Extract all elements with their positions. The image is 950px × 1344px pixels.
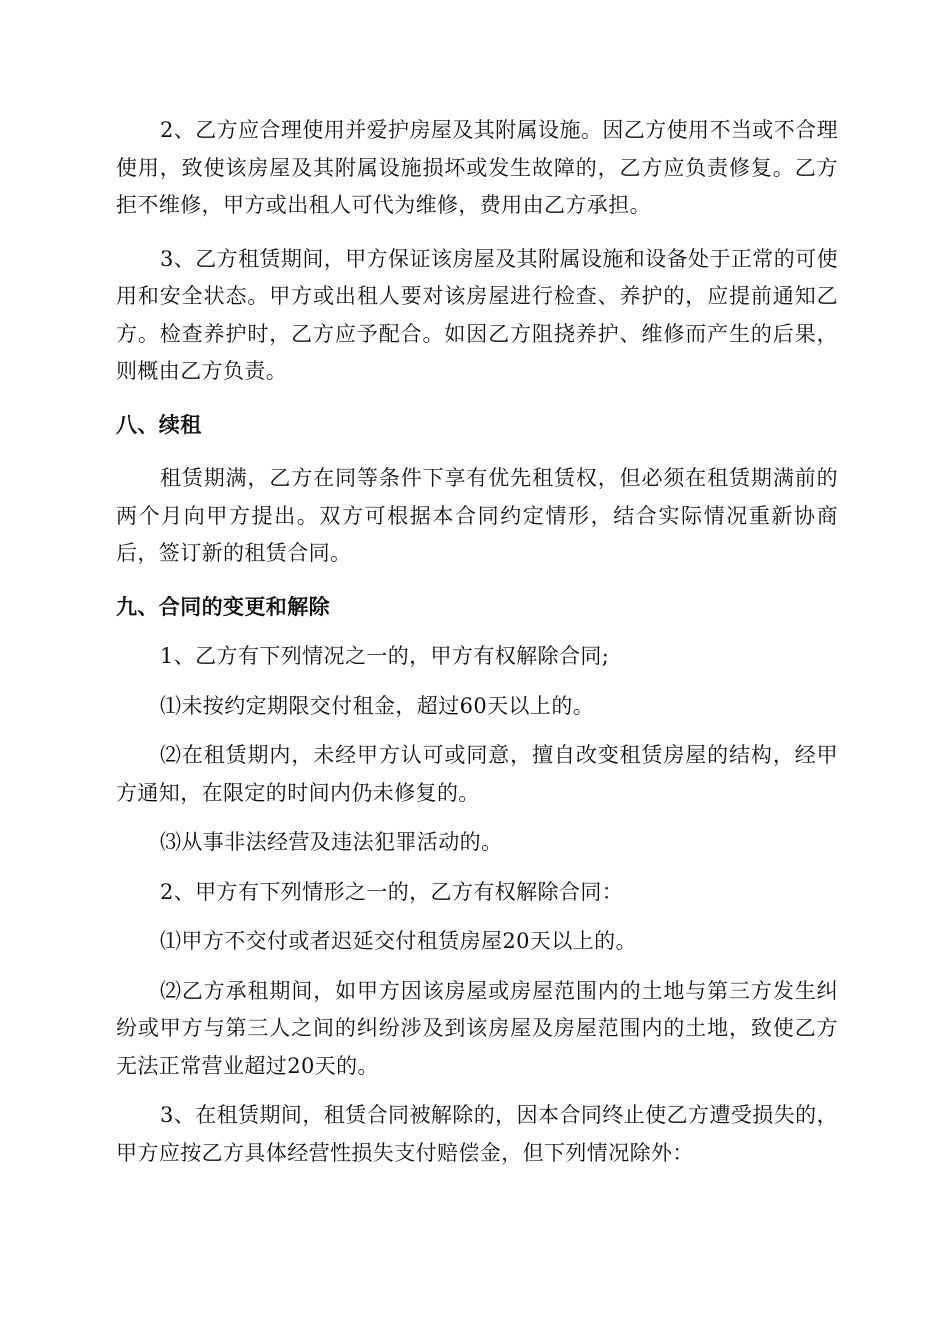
paragraph-repair-responsibility: 2、乙方应合理使用并爱护房屋及其附属设施。因乙方使用不当或不合理使用，致使该房屋及其附属设施损坏或发生故障的，乙方应负责修复。乙方拒不维修，甲方或出租人可代为维修，费用由乙方承担。 [116, 118, 838, 217]
paragraph-clause-1: 1、乙方有下列情况之一的，甲方有权解除合同; [160, 644, 610, 668]
paragraph-item-1-2: ⑵在租赁期内，未经甲方认可或同意，擅自改变租赁房屋的结构，经甲方通知，在限定的时间内仍未修复的。 [116, 743, 838, 805]
paragraph-item-1-1: ⑴未按约定期限交付租金，超过60天以上的。 [160, 693, 595, 718]
section-heading-termination: 九、合同的变更和解除 [116, 594, 330, 619]
paragraph-item-2-2: ⑵乙方承租期间，如甲方因该房屋或房屋范围内的土地与第三方发生纠纷或甲方与第三人之间的纠纷涉及到该房屋及房屋范围内的土地，致使乙方无法正常营业超过20天的。 [116, 978, 838, 1078]
paragraph-renewal: 租赁期满，乙方在同等条件下享有优先租赁权，但必须在租赁期满前的两个月向甲方提出。双方可根据本合同约定情形，结合实际情况重新协商后，签订新的租赁合同。 [116, 466, 838, 565]
paragraph-clause-2: 2、甲方有下列情形之一的，乙方有权解除合同： [160, 879, 624, 904]
paragraph-clause-3: 3、在租赁期间，租赁合同被解除的，因本合同终止使乙方遭受损失的，甲方应按乙方具体经营性损失支付赔偿金，但下列情况除外： [116, 1103, 838, 1165]
paragraph-safety-inspection: 3、乙方租赁期间，甲方保证该房屋及其附属设施和设备处于正常的可使用和安全状态。甲方或出租人要对该房屋进行检查、养护的，应提前通知乙方。检查养护时，乙方应予配合。如因乙方阻挠养护、维修而产生的后果，则概由乙方负责。 [116, 246, 838, 383]
paragraph-item-2-1: ⑴甲方不交付或者迟延交付租赁房屋20天以上的。 [160, 929, 637, 953]
document-page [116, 112, 838, 1172]
paragraph-item-1-3: ⑶从事非法经营及违法犯罪活动的。 [160, 830, 503, 854]
section-heading-renewal: 八、续租 [116, 412, 202, 437]
